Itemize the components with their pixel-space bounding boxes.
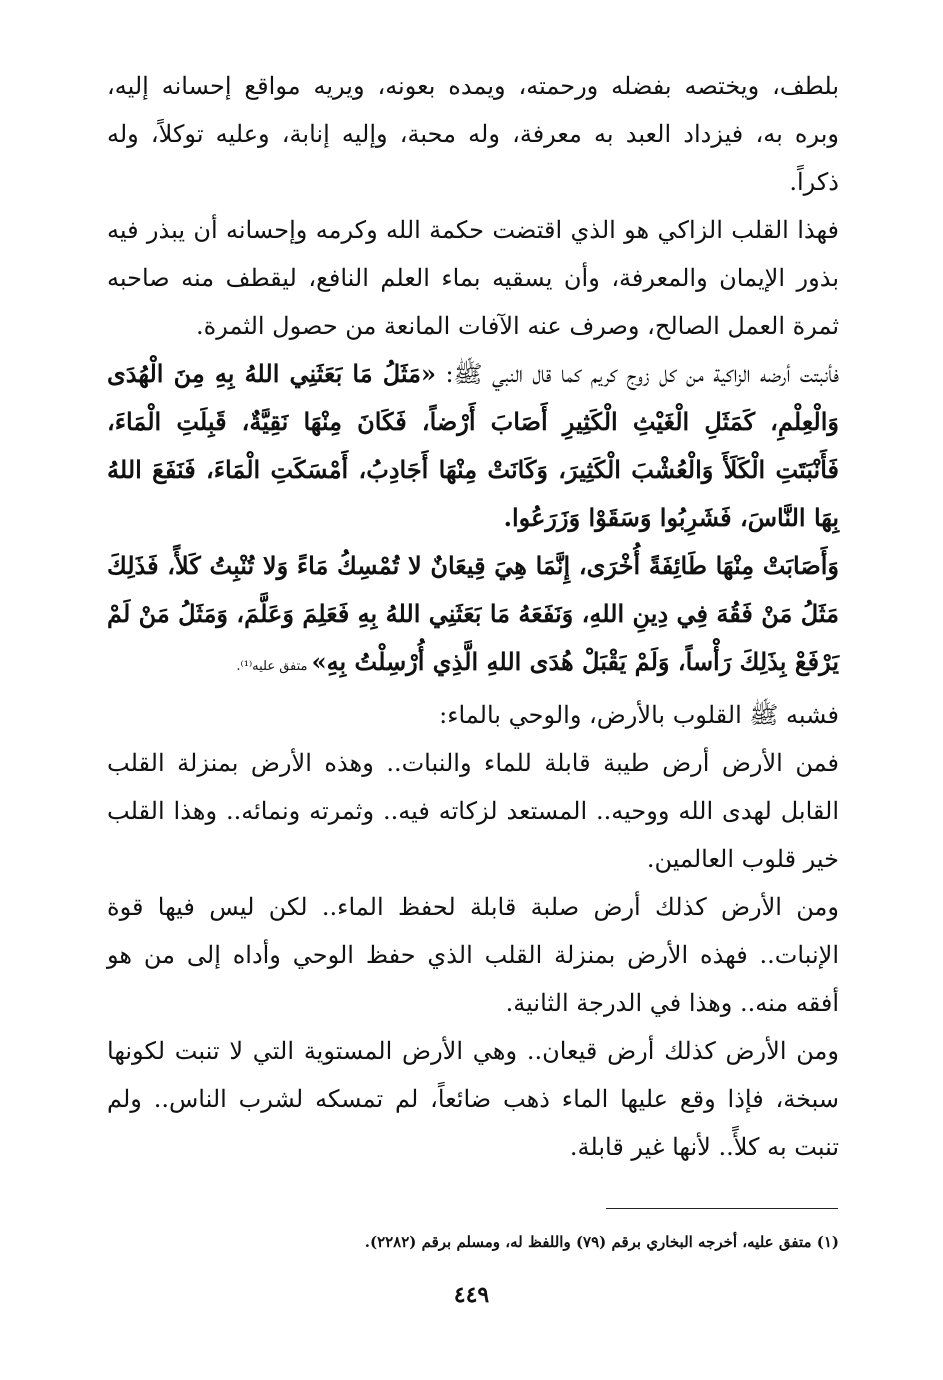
paragraph: ومن الأرض كذلك أرض صلبة قابلة لحفظ الماء.. لكن ليس فيها قوة الإنبات.. فهذه الأرض بمنزلة القلب الذي حفظ الوحي وأداه إلى من هو أفقه منه.. وهذا في الدرجة الثانية. [107, 893, 839, 1017]
hadith-text-1: «مَثَلُ مَا بَعَثَنِي اللهُ بِهِ مِنَ الْهُدَى وَالْعِلْمِ، كَمَثَلِ الْغَيْثِ الْكَثِيرِ أَصَابَ أَرْضاً، فَكَانَ مِنْهَا نَقِيَّةٌ، قَبِلَتِ الْمَاءَ، فَأَنْبَتَتِ الْكَلَأَ وَالْعُشْبَ الْكَثِيرَ، وَكَانَتْ مِنْهَا أَجَادِبُ، أَمْسَكَتِ الْمَاءَ، فَنَفَعَ اللهُ بِهَا النَّاسَ، فَشَرِبُوا وَسَقَوْا وَزَرَعُوا. [107, 359, 839, 532]
hadith-citation: متفق عليه⁽¹⁾. [236, 659, 312, 674]
footnote-separator [606, 1208, 838, 1209]
paragraph: ومن الأرض كذلك أرض قيعان.. وهي الأرض المستوية التي لا تنبت لكونها سبخة، فإذا وقع عليها الماء ذهب ضائعاً، لم تمسكه لشرب الناس.. ولم تنبت به كلأً.. لأنها غير قابلة. [107, 1037, 840, 1161]
main-text [107, 62, 839, 1171]
hadith-text-2: وَأَصَابَتْ مِنْهَا طَائِفَةً أُخْرَى، إِنَّمَا هِيَ قِيعَانٌ لا تُمْسِكُ مَاءً وَلا تُنْبِتُ كَلأً، فَذَلِكَ مَثَلُ مَنْ فَقُهَ فِي دِينِ اللهِ، وَنَفَعَهُ مَا بَعَثَنِي اللهُ بِهِ فَعَلِمَ وَعَلَّمَ، وَمَثَلُ مَنْ لَمْ يَرْفَعْ بِذَلِكَ رَأْساً، وَلَمْ يَقْبَلْ هُدَى اللهِ الَّذِي أُرْسِلْتُ بِهِ» [107, 551, 839, 676]
page-number: ٤٤٩ [453, 1282, 490, 1308]
paragraph: فشبه ﷺ القلوب بالأرض، والوحي بالماء: [439, 701, 839, 729]
hadith-paragraph-2 [107, 542, 839, 691]
paragraph: بلطف، ويختصه بفضله ورحمته، ويمده بعونه، ويريه مواقع إحسانه إليه، وبره به، فيزداد العبد به معرفة، وله محبة، وإليه إنابة، وعليه توكلاً، وله ذكراً. [107, 72, 839, 196]
paragraph: فمن الأرض أرض طيبة قابلة للماء والنبات.. وهذه الأرض بمنزلة القلب القابل لهدى الله ووحيه.. المستعد لزكاته فيه.. وثمرته ونمائه.. وهذا القلب خير قلوب العالمين. [107, 749, 839, 873]
hadith-intro: فأنبتت أرضه الزاكية من كل زوج كريم كما قال النبي ﷺ: [436, 360, 839, 388]
paragraph: فهذا القلب الزاكي هو الذي اقتضت حكمة الله وكرمه وإحسانه أن يبذر فيه بذور الإيمان والمعرفة، وأن يسقيه بماء العلم النافع، ليقطف منه صاحبه ثمرة العمل الصالح، وصرف عنه الآفات المانعة من حصول الثمرة. [107, 216, 839, 340]
footnote: (١) متفق عليه، أخرجه البخاري برقم (٧٩) واللفظ له، ومسلم برقم (٢٢٨٢). [364, 1233, 839, 1251]
hadith-paragraph [107, 350, 839, 542]
